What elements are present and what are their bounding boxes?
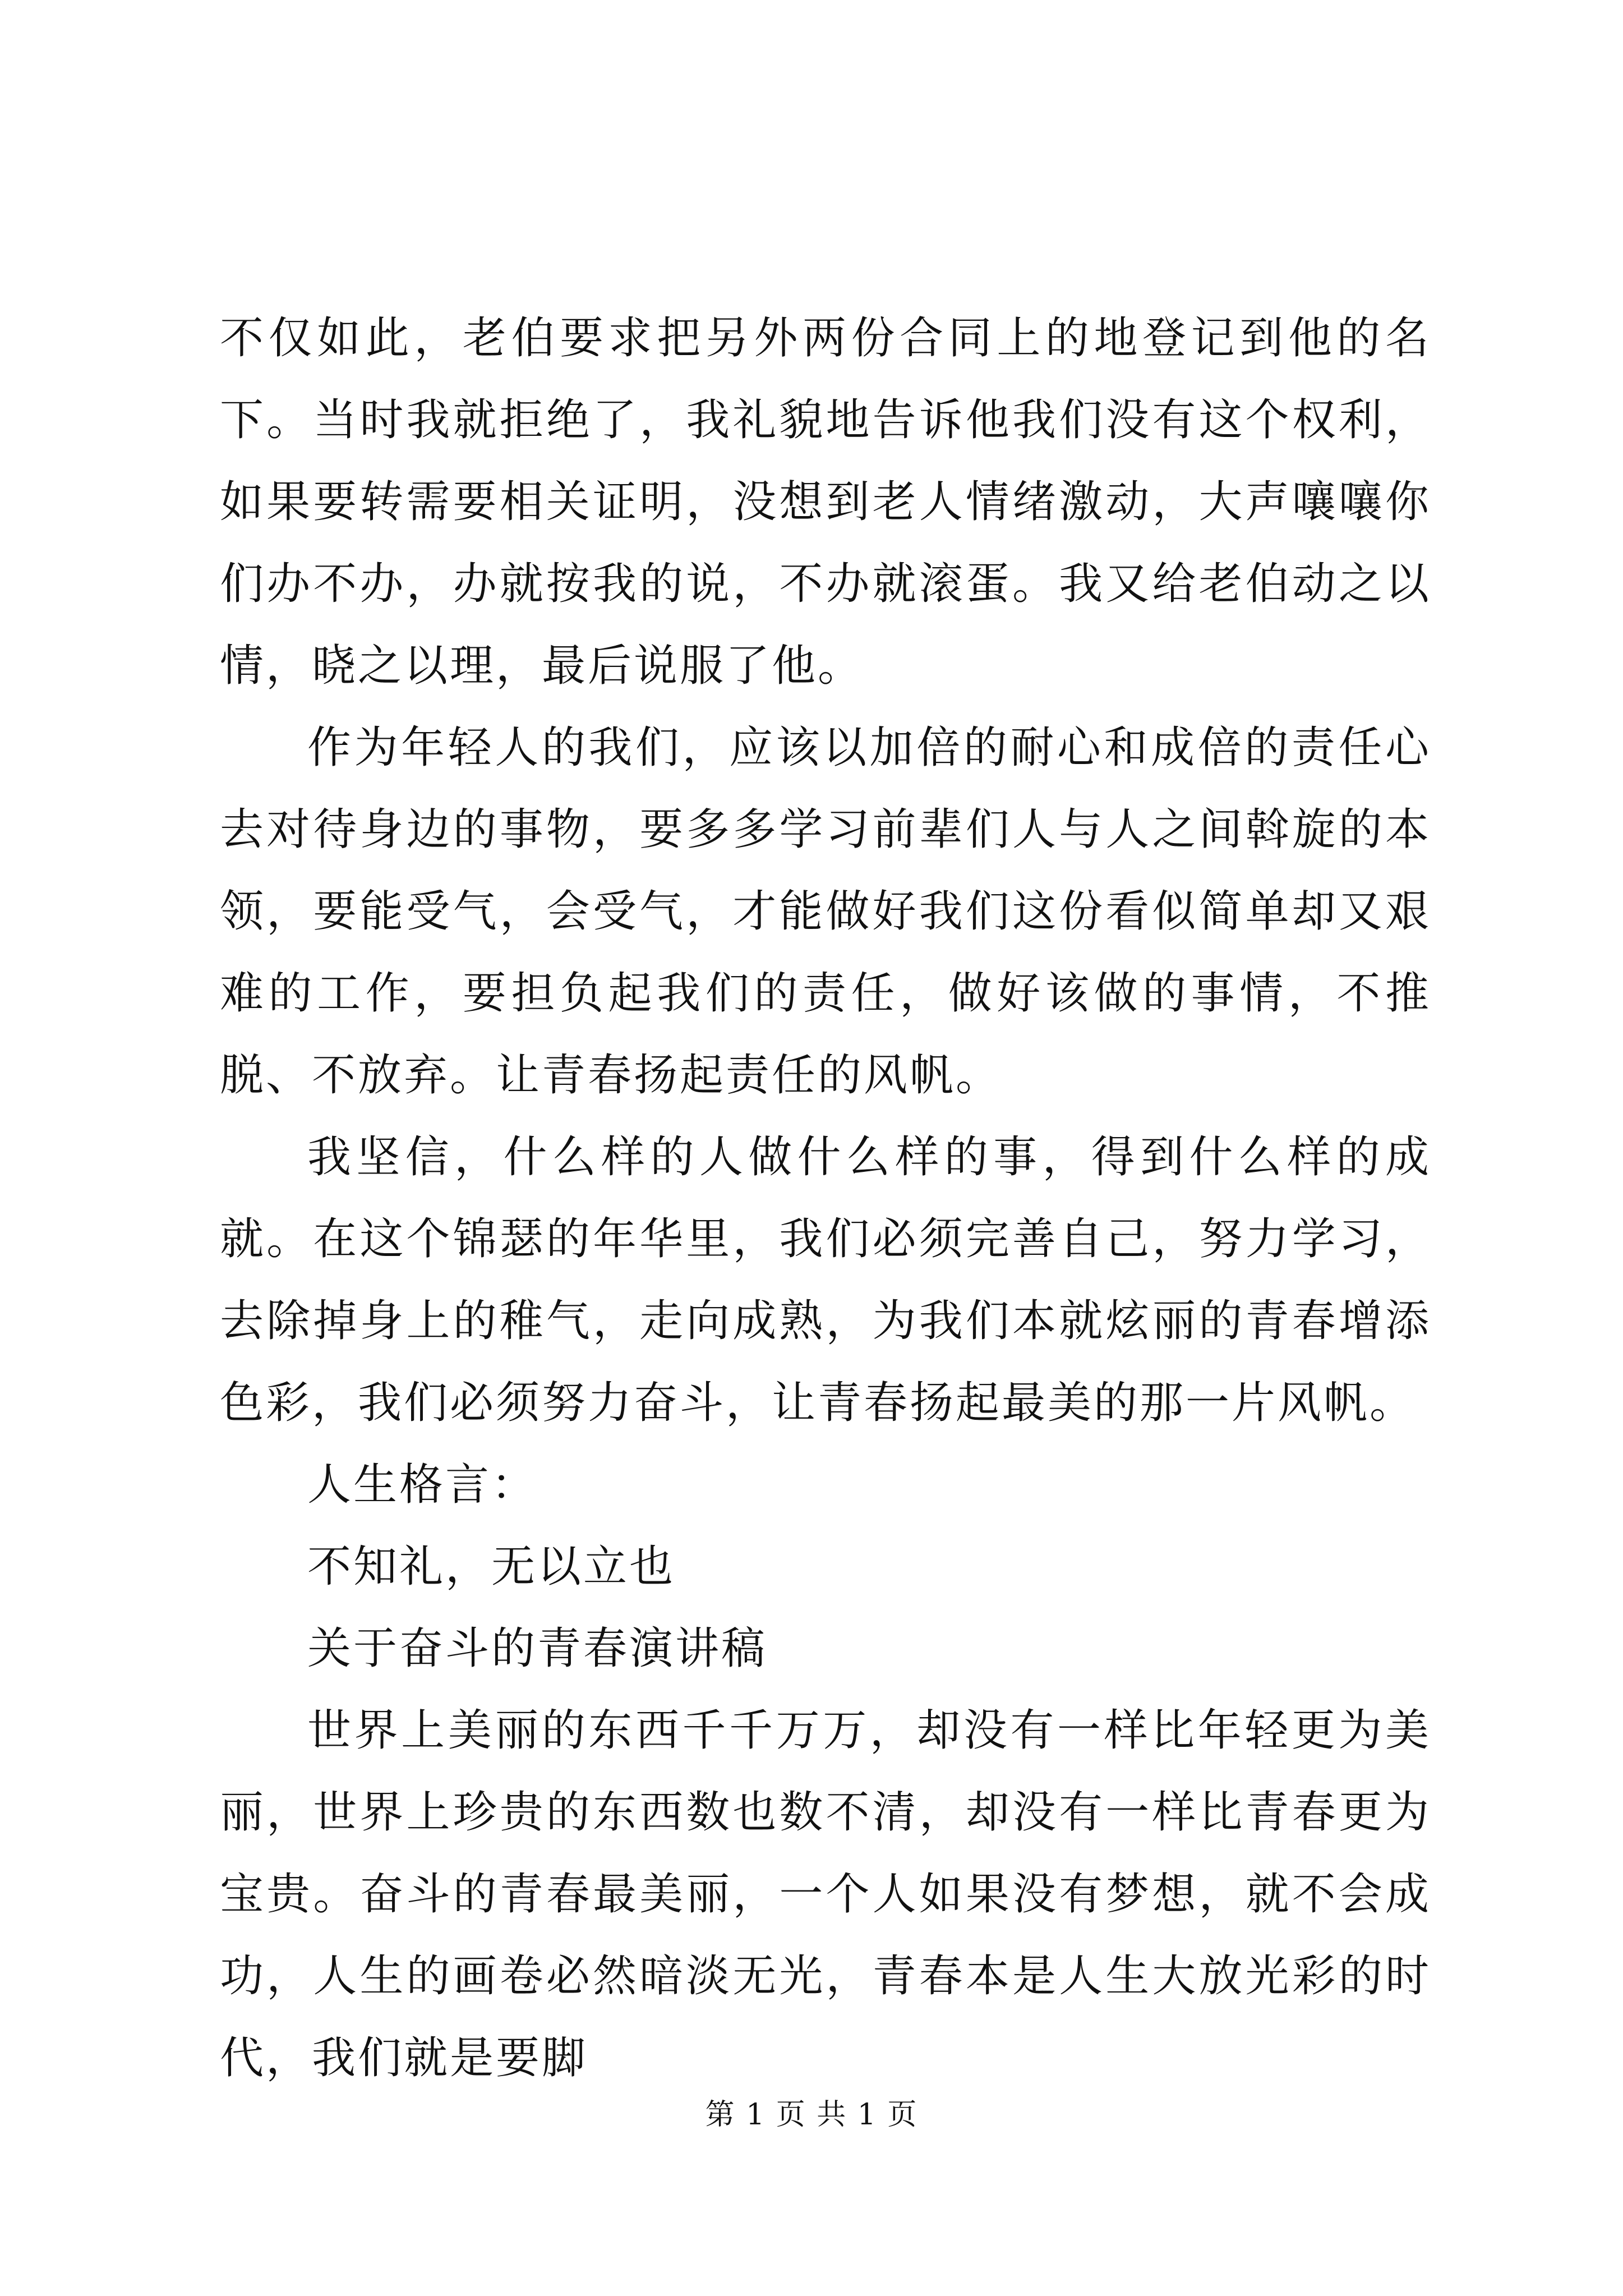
paragraph-speech-opening: 世界上美丽的东西千千万万，却没有一样比年轻更为美丽，世界上珍贵的东西数也数不清，却没有一样比青春更为宝贵。奋斗的青春最美丽，一个人如果没有梦想，就不会成功，人生的画卷必然暗淡无光，青春本是人生大放光彩的时代，我们就是要脚	[220, 1705, 1431, 2083]
motto-text: 不知礼，无以立也	[307, 1542, 676, 1592]
paragraph-continuation: 不仅如此，老伯要求把另外两份合同上的地登记到他的名下。当时我就拒绝了，我礼貌地告诉他我们没有这个权利，如果要转需要相关证明，没想到老人情绪激动，大声嚷嚷你们办不办，办就按我的说，不办就滚蛋。我又给老伯动之以情，晓之以理，最后说服了他。	[220, 313, 1431, 691]
paragraph-belief: 我坚信，什么样的人做什么样的事，得到什么样的成就。在这个锦瑟的年华里，我们必须完善自己，努力学习，去除掉身上的稚气，走向成熟，为我们本就炫丽的青春增添色彩，我们必须努力奋斗，让青春扬起最美的那一片风帆。	[220, 1132, 1431, 1428]
page-footer: 第 1 页 共 1 页	[705, 2098, 918, 2132]
speech-title: 关于奋斗的青春演讲稿	[307, 1623, 768, 1674]
document-body	[220, 297, 1431, 2099]
motto-heading: 人生格言：	[307, 1460, 538, 1510]
paragraph-youth-responsibility: 作为年轻人的我们，应该以加倍的耐心和成倍的责任心去对待身边的事物，要多多学习前辈们人与人之间斡旋的本领，要能受气，会受气，才能做好我们这份看似简单却又艰难的工作，要担负起我们的责任，做好该做的事情，不推脱、不放弃。让青春扬起责任的风帆。	[220, 723, 1431, 1101]
